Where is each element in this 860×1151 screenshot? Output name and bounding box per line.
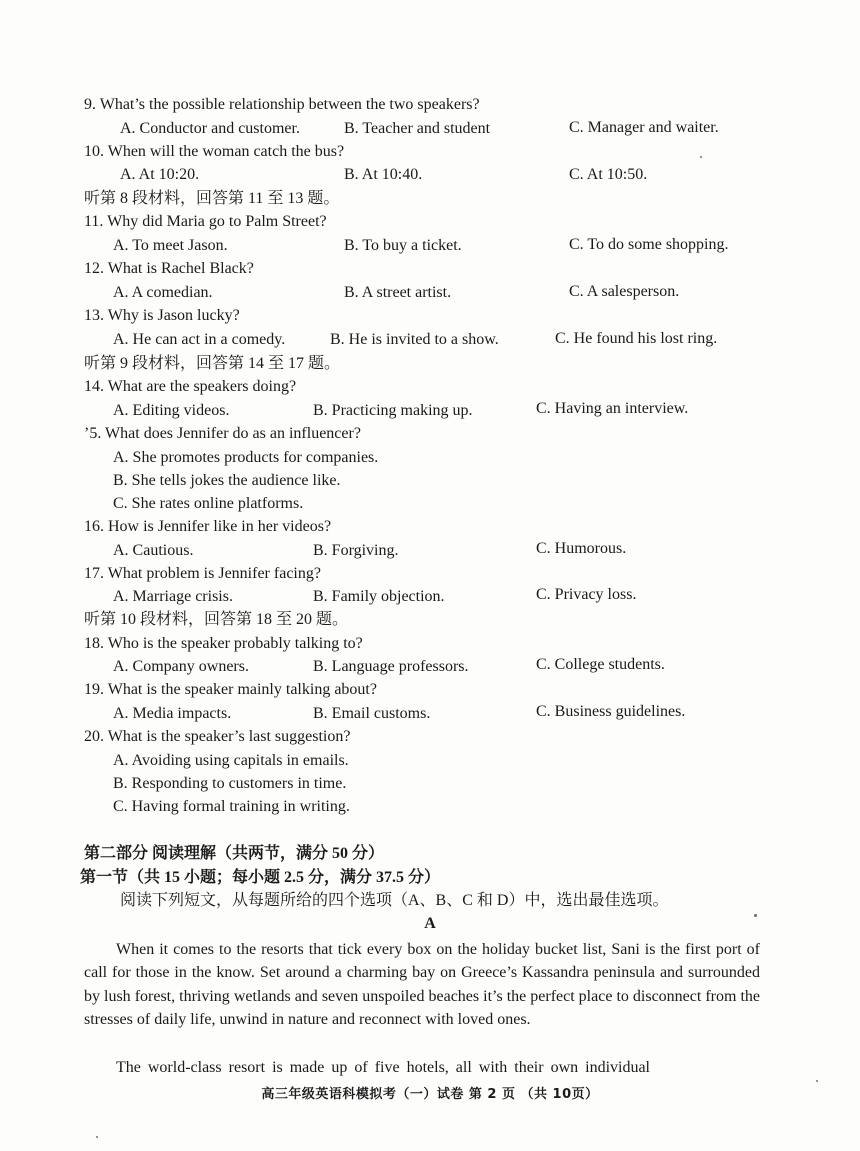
question-13-option-c: C. He found his lost ring. [555,330,718,347]
question-20-option-a: A. Avoiding using capitals in emails. [113,752,349,769]
question-13-option-b: B. He is invited to a show. [330,331,499,348]
question-20-option-b: B. Responding to customers in time. [113,775,347,792]
question-19-option-c: C. Business guidelines. [536,703,686,720]
question-9-option-c: C. Manager and waiter. [569,119,719,136]
question-15-stem: ’5. What does Jennifer do as an influencer? [84,425,361,442]
question-11-option-a: A. To meet Jason. [113,237,228,254]
scan-speck [96,1136,98,1138]
segment-10-instruction: 听第 10 段材料，回答第 18 至 20 题。 [84,611,349,628]
question-13-option-a: A. He can act in a comedy. [113,331,286,348]
question-18-stem: 18. Who is the speaker probably talking to? [84,635,363,652]
passage-a-paragraph-2: The world-class resort is made up of five hotels, all with their own individual [116,1059,650,1076]
page-footer: 高三年级英语科模拟考（一）试卷 第 2 页 （共 10页） [261,1087,599,1102]
question-12-option-c: C. A salesperson. [569,283,680,300]
question-16-option-c: C. Humorous. [536,540,627,557]
question-15-option-c: C. She rates online platforms. [113,495,304,512]
question-11-stem: 11. Why did Maria go to Palm Street? [84,213,327,230]
question-18-option-b: B. Language professors. [313,658,469,675]
question-9-option-a: A. Conductor and customer. [120,120,300,137]
question-20-option-c: C. Having formal training in writing. [113,798,350,815]
question-17-stem: 17. What problem is Jennifer facing? [84,565,321,582]
question-16-option-a: A. Cautious. [113,542,194,559]
question-14-option-b: B. Practicing making up. [313,402,473,419]
question-17-option-b: B. Family objection. [313,588,445,605]
segment-9-instruction: 听第 9 段材料，回答第 14 至 17 题。 [84,355,341,372]
question-16-option-b: B. Forgiving. [313,542,399,559]
question-10-option-c: C. At 10:50. [569,166,648,183]
question-19-option-b: B. Email customs. [313,705,431,722]
segment-8-instruction: 听第 8 段材料，回答第 11 至 13 题。 [84,190,340,207]
scan-speck [754,914,757,917]
question-19-stem: 19. What is the speaker mainly talking about? [84,681,377,698]
question-10-option-a: A. At 10:20. [120,166,200,183]
question-10-option-b: B. At 10:40. [344,166,423,183]
question-14-option-a: A. Editing videos. [113,402,230,419]
question-13-stem: 13. Why is Jason lucky? [84,307,240,324]
question-11-option-b: B. To buy a ticket. [344,237,462,254]
question-9-option-b: B. Teacher and student [344,120,491,137]
scan-speck [700,156,702,158]
question-11-option-c: C. To do some shopping. [569,236,729,253]
question-20-stem: 20. What is the speaker’s last suggestion? [84,728,351,745]
section-1-title: 第一节（共 15 小题；每小题 2.5 分，满分 37.5 分） [80,869,441,886]
question-14-stem: 14. What are the speakers doing? [84,378,297,395]
reading-instruction: 阅读下列短文，从每题所给的四个选项（A、B、C 和 D）中，选出最佳选项。 [120,892,669,909]
question-14-option-c: C. Having an interview. [536,400,689,417]
question-15-option-a: A. She promotes products for companies. [113,449,379,466]
question-12-option-b: B. A street artist. [344,284,452,301]
scan-speck [816,1080,818,1082]
question-9-stem: 9. What’s the possible relationship between the two speakers? [84,96,480,113]
question-10-stem: 10. When will the woman catch the bus? [84,143,345,160]
part-2-title: 第二部分 阅读理解（共两节，满分 50 分） [84,845,385,862]
question-12-stem: 12. What is Rachel Black? [84,260,254,277]
question-18-option-c: C. College students. [536,656,665,673]
question-15-option-b: B. She tells jokes the audience like. [113,472,341,489]
question-17-option-c: C. Privacy loss. [536,586,637,603]
passage-label: A [424,915,436,932]
question-12-option-a: A. A comedian. [113,284,213,301]
question-17-option-a: A. Marriage crisis. [113,588,233,605]
passage-a-paragraph-1: When it comes to the resorts that tick every box on the holiday bucket list, Sani is the first port of call for those in the know. Set around a charming bay on Greece’s Kassandra peninsula and surrounded by lush forest, thriving wetlands and seven unspoiled beaches it’s the perfect place to disconnect from the stresses of daily life, unwind in nature and reconnect with loved ones. [84,941,760,1029]
question-18-option-a: A. Company owners. [113,658,249,675]
question-19-option-a: A. Media impacts. [113,705,232,722]
question-16-stem: 16. How is Jennifer like in her videos? [84,518,332,535]
